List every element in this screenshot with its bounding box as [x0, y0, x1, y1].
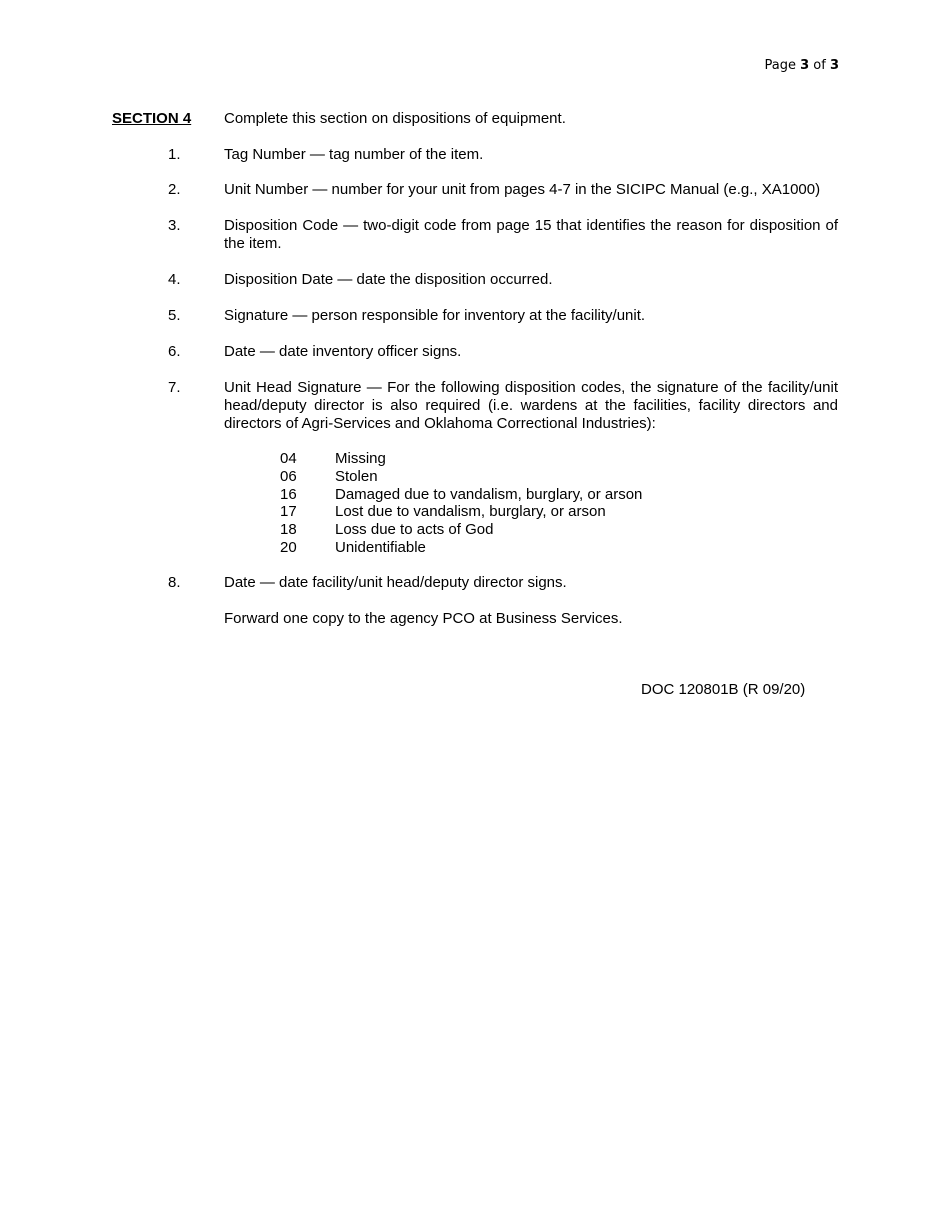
item-text: Disposition Code — two-digit code from page 15 that identifies the reason for disposition of the item.	[224, 217, 838, 252]
item-text: Signature — person responsible for inventory at the facility/unit.	[224, 307, 646, 324]
item-number: 2.	[168, 181, 181, 198]
item-text: Date — date facility/unit head/deputy director signs.	[224, 574, 567, 591]
page-total: 3	[829, 58, 839, 73]
page-prefix: Page	[764, 58, 796, 73]
form-id: DOC 120801B (R 09/20)	[641, 681, 806, 698]
disposition-code: 16	[280, 486, 297, 503]
disposition-desc: Loss due to acts of God	[335, 521, 494, 538]
item-number: 6.	[168, 343, 181, 360]
disposition-code: 18	[280, 521, 297, 538]
disposition-desc: Stolen	[335, 468, 378, 485]
disposition-code: 17	[280, 503, 297, 520]
item-number: 7.	[168, 379, 181, 396]
disposition-desc: Lost due to vandalism, burglary, or arson	[335, 503, 606, 520]
disposition-desc: Damaged due to vandalism, burglary, or arson	[335, 486, 643, 503]
forward-note: Forward one copy to the agency PCO at Business Services.	[224, 610, 623, 627]
disposition-code: 04	[280, 450, 297, 467]
item-number: 1.	[168, 146, 181, 163]
page-current: 3	[800, 58, 810, 73]
item-text: Unit Number — number for your unit from pages 4-7 in the SICIPC Manual (e.g., XA1000)	[224, 181, 821, 198]
disposition-code: 20	[280, 539, 297, 556]
section-heading: SECTION 4	[112, 110, 192, 127]
item-text: Disposition Date — date the disposition occurred.	[224, 271, 553, 288]
item-number: 3.	[168, 217, 181, 234]
disposition-code: 06	[280, 468, 297, 485]
item-number: 5.	[168, 307, 181, 324]
item-text: Tag Number — tag number of the item.	[224, 146, 484, 163]
page-of: of	[813, 58, 826, 73]
item-text: Date — date inventory officer signs.	[224, 343, 462, 360]
item-number: 8.	[168, 574, 181, 591]
item-text: Unit Head Signature — For the following disposition codes, the signature of the facility/unit head/deputy director is also required (i.e. wardens at the facilities, facility directors and directors of Agri-Services and Oklahoma Correctional Industries):	[224, 379, 838, 432]
page-number	[764, 57, 839, 75]
item-number: 4.	[168, 271, 181, 288]
section-intro: Complete this section on dispositions of equipment.	[224, 110, 566, 127]
disposition-desc: Missing	[335, 450, 386, 467]
disposition-desc: Unidentifiable	[335, 539, 426, 556]
